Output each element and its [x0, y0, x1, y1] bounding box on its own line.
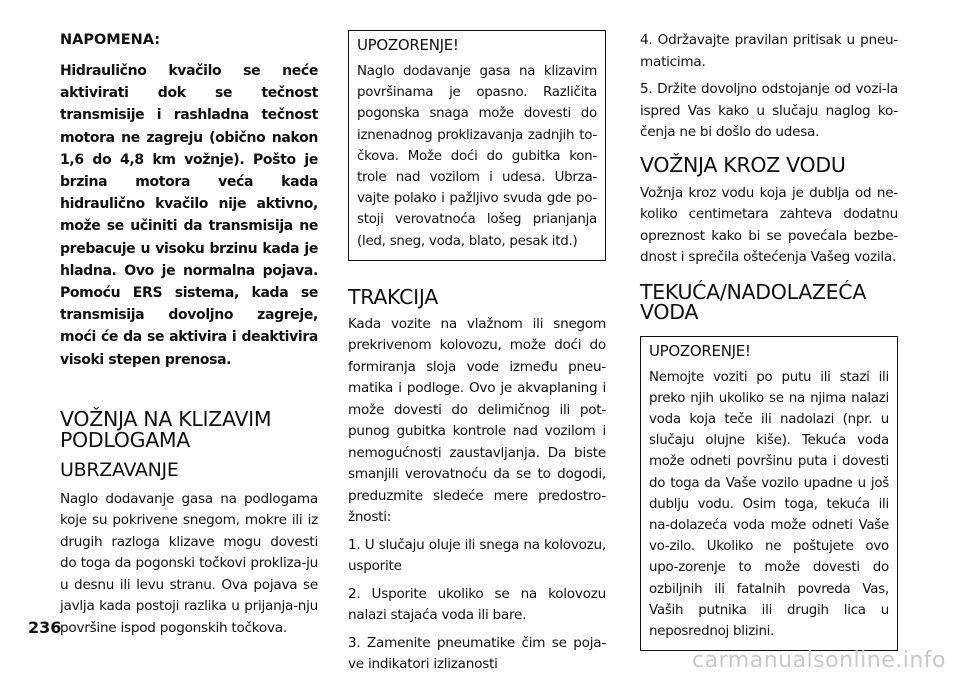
- acceleration-text: Naglo dodavanje gasa na podlogama koje su pokrivene snegom, mokre ili iz drugih razloga klizave mogu dovesti do toga da pogonski točkovi prokliza-ju u desnu ili levu stranu. Ova pojava se javlja kada postoji razlika u prijanja-nju površine ispod pogonskih točkova.: [60, 490, 318, 636]
- traction-item: 1. U slučaju oluje ili snega na kolovozu, usporite: [348, 536, 606, 575]
- driving-through-water-heading: VOŽNJA KROZ VODU: [640, 152, 846, 177]
- traction-item: 5. Držite dovoljno odstojanje od vozi-la ispred Vas kako u slučaju naglog ko-čenja ne bi došlo do udesa.: [640, 81, 898, 140]
- traction-text: Kada vozite na vlažnom ili snegom prekrivenom kolovozu, može doći do formiranja sloja vode između pneu-matika i podloge. Ovo je akvaplaning i može dovesti do delimičnog ili pot-punog gubitka kontrole nad vozilom i nemogućnosti zaustavljanja. Da biste smanjili verovatnoću da se to dogodi, preduzmite sledeće mere predostro-žnosti:: [348, 315, 606, 526]
- watermark: carmanualsonline.info: [692, 648, 946, 673]
- warning-heading: UPOZORENJE!: [357, 36, 459, 54]
- traction-item: 2. Usporite ukoliko se na kolovozu nalazi stajaća voda ili bare.: [348, 585, 606, 624]
- page-number: 236: [28, 618, 62, 637]
- acceleration-warning-box: [348, 30, 606, 261]
- column-left: [60, 30, 318, 639]
- warning-text: Nemojte voziti po putu ili stazi ili preko njih ukoliko se na njima nalazi voda koja teče ili nadolazi (npr. u slučaju olujne kiše). Tekuća voda može odneti površinu puta i dovesti do toga da Vaše vozilo upadne u još dublju vodu. Osim toga, tekuća ili na-dolazeća voda može odneti Vaše vo-zilo. Ukoliko ne poštujete ovo upo-zorenje to može dovesti do ozbiljnih ili fatalnih povreda Vas, Vaših putnika ili drugih lica u neposrednoj blizini.: [649, 369, 889, 639]
- note-text: Hidraulično kvačilo se neće aktivirati dok se tečnost transmisije i rashladna tečnost motora ne zagreju (obično nakon 1,6 do 4,8 km vožnje). Pošto je brzina motora veća kada hidraulično kvačilo nije aktivno, može se učiniti da transmisija ne prebacuje u visoku brzinu kada je hladna. Ovo je normalna pojava. Pomoću ERS sistema, kada se transmisija dovoljno zagreje, moći će da se aktivira i deaktivira visoki stepen prenosa.: [60, 63, 318, 368]
- flowing-water-heading: TEKUĆA/NADOLAZEĆA VODA: [640, 279, 867, 324]
- driving-through-water-text: Vožnja kroz vodu koja je dublja od ne-koliko centimetara zahteva dodatnu opreznost kako bi se povećala bezbe-dnost i sprečila oštećenja Vašeg vozila.: [640, 184, 898, 265]
- traction-item: 4. Održavajte pravilan pritisak u pneu-maticima.: [640, 32, 898, 70]
- traction-item: 3. Zamenite pneumatike čim se poja-ve indikatori izlizanosti: [348, 634, 606, 673]
- note-heading: NAPOMENA:: [60, 32, 161, 48]
- column-right: [640, 30, 898, 651]
- flowing-water-warning-box: [640, 336, 898, 652]
- column-middle: [348, 30, 606, 676]
- traction-heading: TRAKCIJA: [348, 284, 438, 309]
- warning-text: Naglo dodavanje gasa na klizavim površinama je opasno. Različita pogonska snaga može dovesti do iznenadnog proklizavanja zadnjih to-čkova. Može doći do gubitka kon-trole nad vozilom i udesa. Ubrza-vajte polako i pažljivo svuda gde po-stoji verovatnoća lošeg prianjanja (led, sneg, voda, blato, pesak itd.): [357, 64, 597, 249]
- warning-heading: UPOZORENJE!: [649, 341, 751, 360]
- acceleration-subheading: UBRZAVANJE: [60, 458, 179, 481]
- slippery-roads-heading: VOŽNJA NA KLIZAVIM PODLOGAMA: [60, 406, 272, 452]
